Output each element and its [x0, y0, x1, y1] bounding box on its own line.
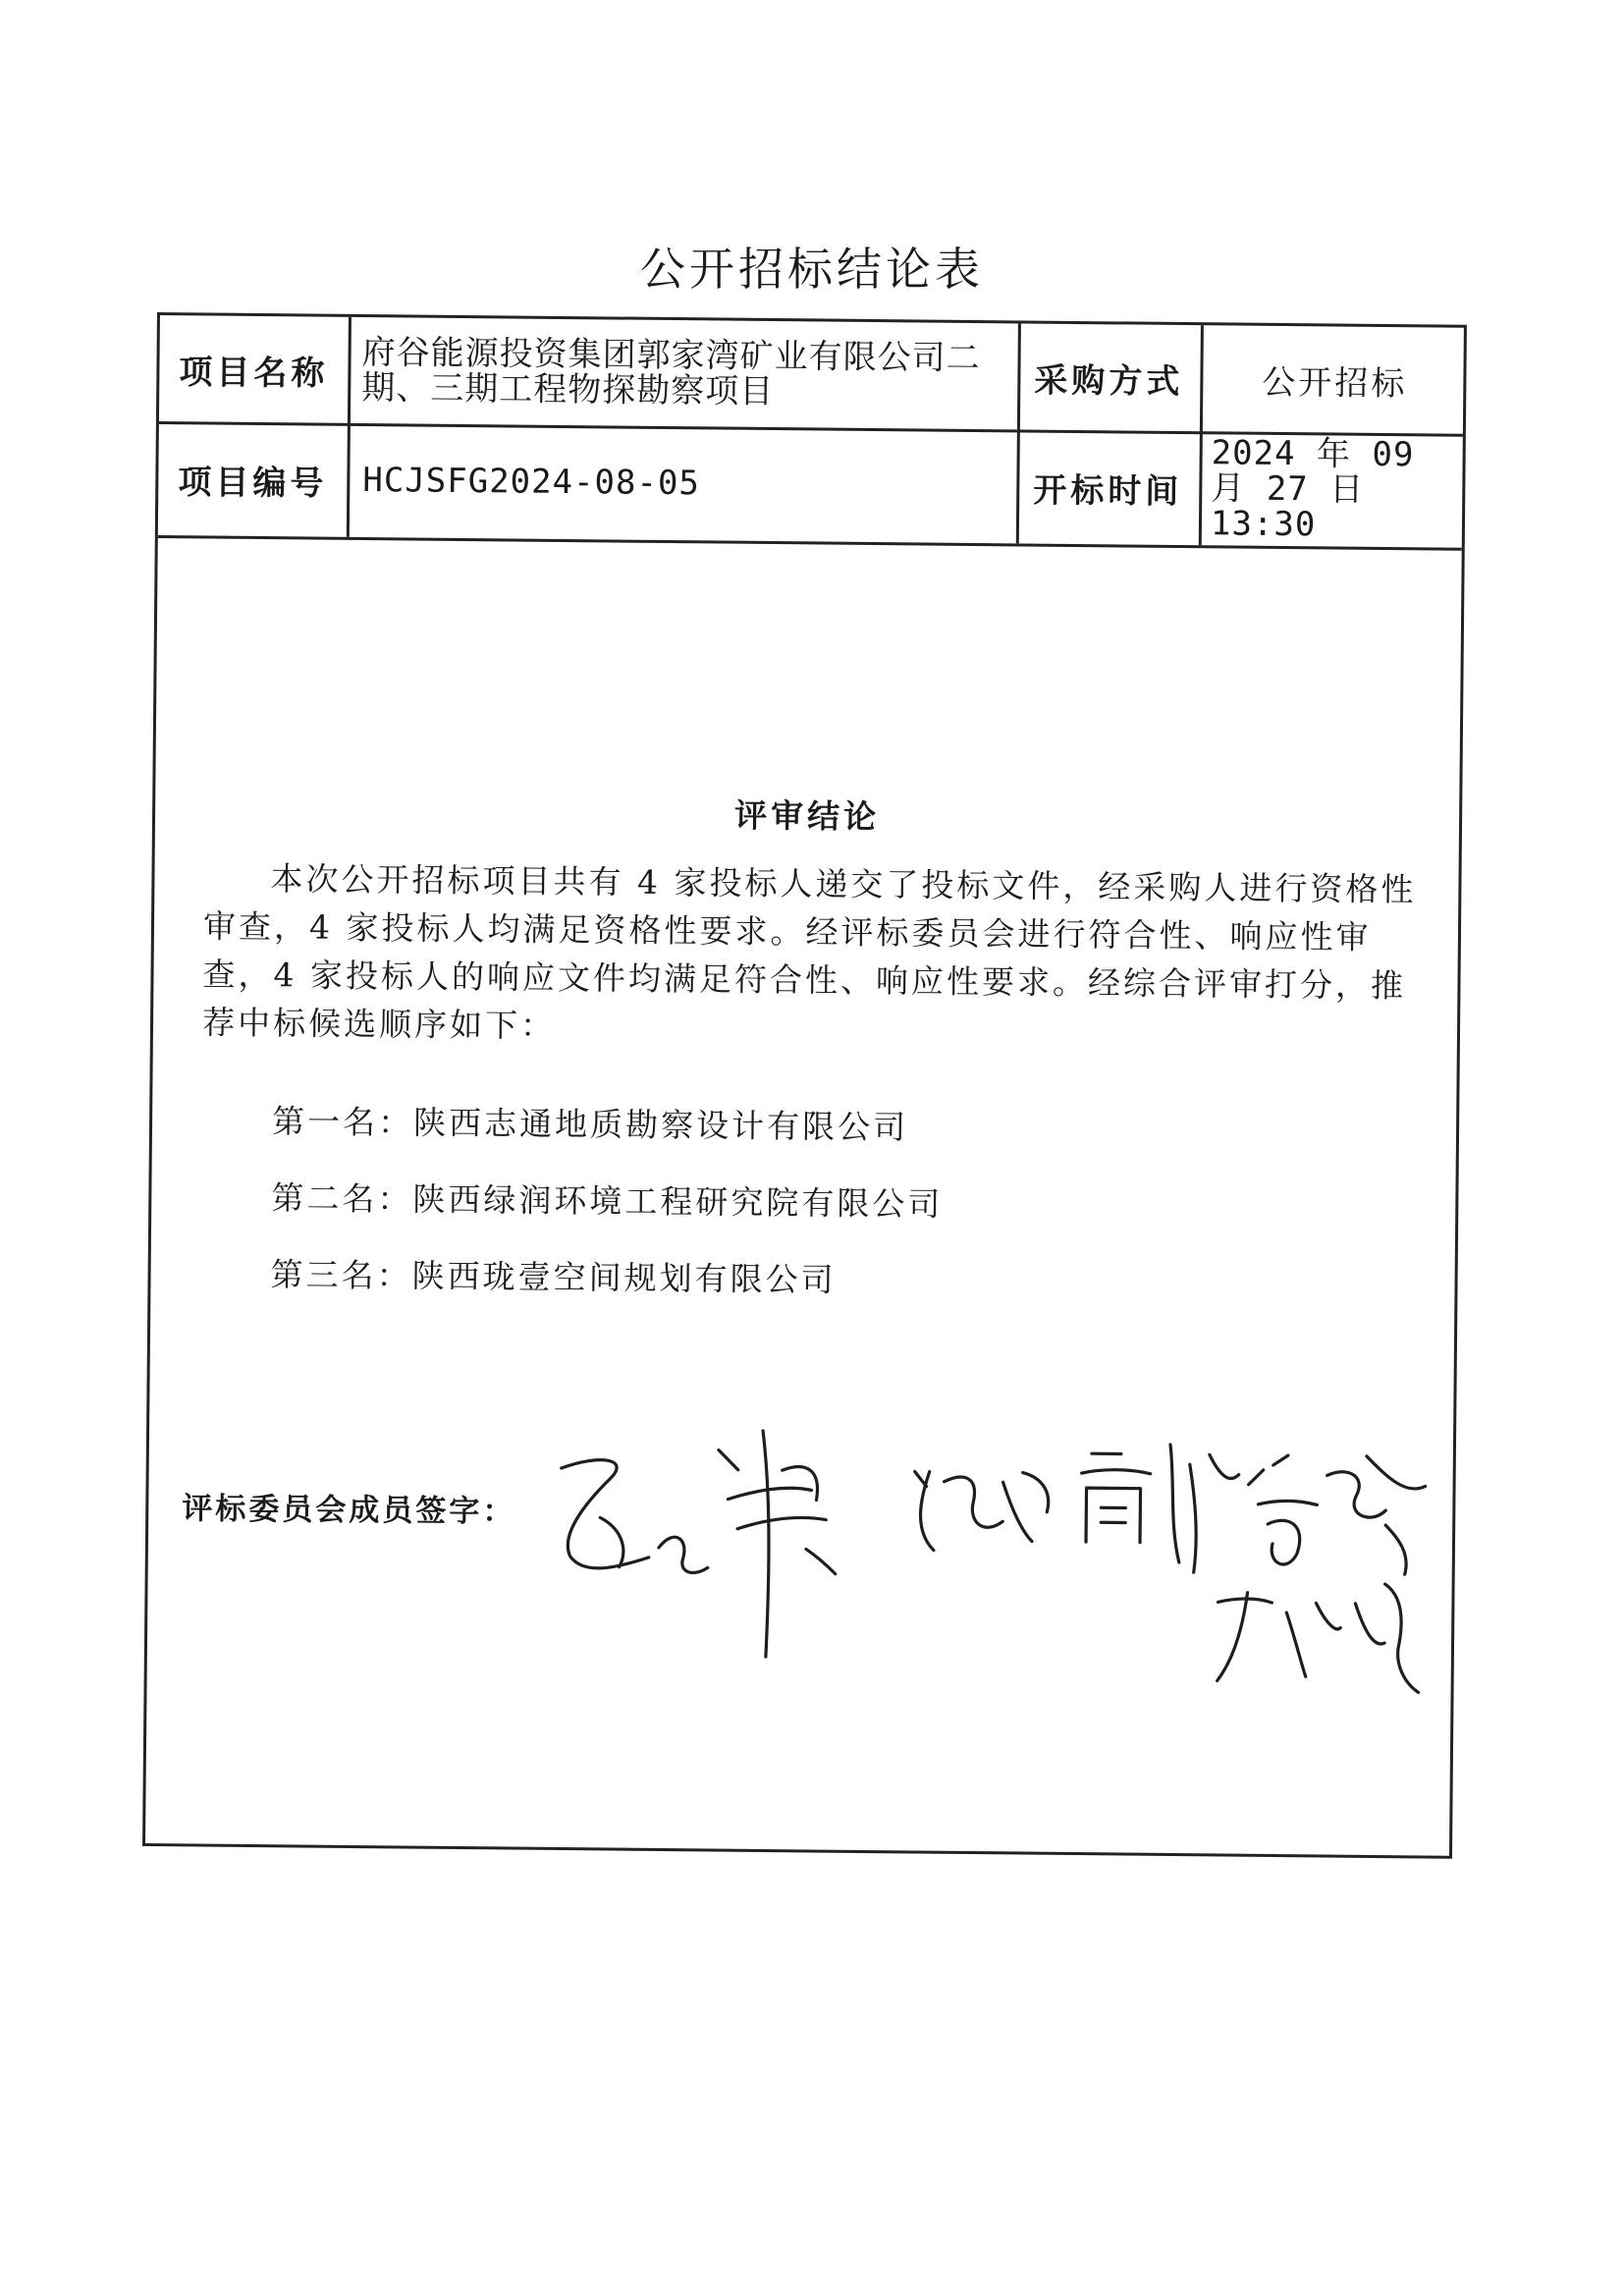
signature-5	[1248, 1455, 1426, 1575]
conclusion-table	[142, 312, 1467, 1859]
procurement-method-value: 公开招标	[1262, 362, 1408, 404]
conclusion-paragraph: 本次公开招标项目共有 4 家投标人递交了投标文件，经采购人进行资格性审查，4 家投标人均满足资格性要求。经评标委员会进行符合性、响应性审查，4 家投标人的响应文件均满足符合性、响应性要求。经综合评审打分，推荐中标候选顺序如下：	[201, 859, 1417, 1045]
project-number-label: 项目编号	[178, 462, 328, 504]
project-name-value: 府谷能源投资集团郭家湾矿业有限公司二期、三期工程物探勘察项目	[361, 333, 981, 412]
bid-opening-time-label: 开标时间	[1033, 470, 1183, 512]
signature-3	[914, 1471, 1049, 1551]
bid-opening-time-value: 2024 年 09 月 27 日 13:30	[1210, 433, 1415, 545]
signature-1	[561, 1459, 709, 1572]
signature-2	[717, 1431, 837, 1658]
committee-signatures	[539, 1409, 1445, 1713]
ranking-third: 第三名：陕西珑壹空间规划有限公司	[270, 1255, 837, 1299]
project-name-label: 项目名称	[179, 352, 329, 394]
signature-6	[1218, 1582, 1420, 1692]
conclusion-title: 评审结论	[733, 795, 881, 837]
ranking-first: 第一名：陕西志通地质勘察设计有限公司	[271, 1102, 909, 1147]
ranking-second: 第二名：陕西绿润环境工程研究院有限公司	[271, 1178, 944, 1224]
signature-4	[1081, 1444, 1239, 1573]
project-number-value: HCJSFG2024-08-05	[362, 461, 701, 504]
signature-label: 评标委员会成员签字：	[182, 1491, 516, 1530]
page-title: 公开招标结论表	[640, 243, 984, 296]
procurement-method-label: 采购方式	[1034, 360, 1184, 402]
